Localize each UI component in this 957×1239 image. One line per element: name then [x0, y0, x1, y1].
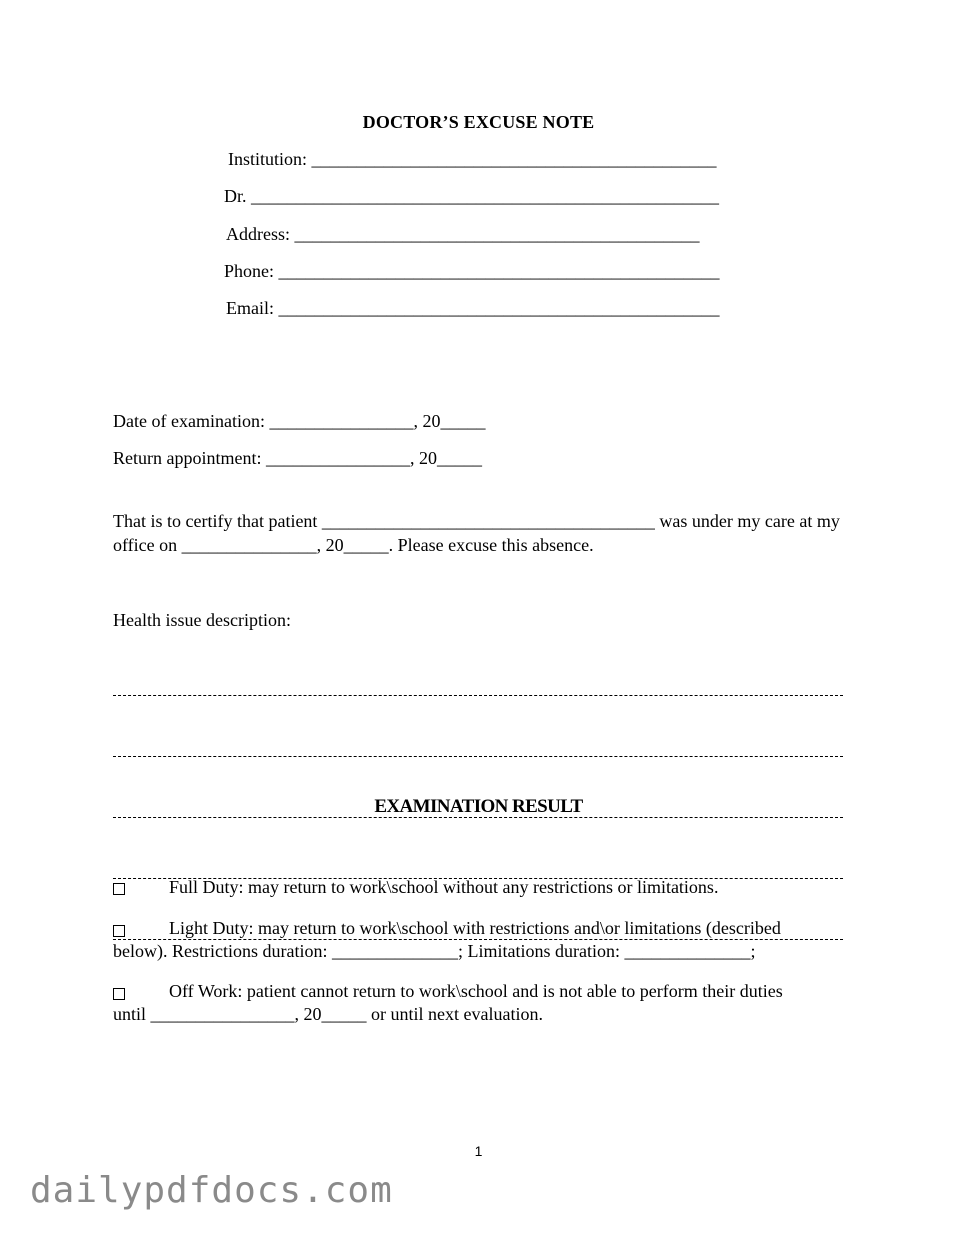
examination-result-title: EXAMINATION RESULT	[374, 796, 583, 817]
off-work-label-2[interactable]: until ________________, 20_____ or until next evaluation.	[113, 1004, 543, 1024]
institution-field[interactable]: Institution: _____________________________________________	[228, 149, 717, 169]
health-issue-label: Health issue description:	[113, 610, 291, 630]
light-duty-checkbox[interactable]	[113, 922, 125, 940]
health-issue-line[interactable]	[113, 678, 843, 703]
checkbox-icon[interactable]	[113, 883, 125, 895]
doctor-field[interactable]: Dr. ____________________________________________________	[224, 186, 719, 206]
document-title: DOCTOR’S EXCUSE NOTE	[362, 112, 595, 132]
return-appointment-field[interactable]: Return appointment: ________________, 20_____	[113, 448, 482, 468]
light-duty-label-2[interactable]: below). Restrictions duration: ______________; Limitations duration: ______________;	[113, 941, 756, 961]
off-work-label-1: Off Work: patient cannot return to work\school and is not able to perform their duties	[169, 981, 783, 1001]
phone-field[interactable]: Phone: _________________________________________________	[224, 261, 720, 281]
examination-date-field[interactable]: Date of examination: ________________, 20_____	[113, 411, 486, 431]
light-duty-label-1: Light Duty: may return to work\school with restrictions and\or limitations (described	[169, 918, 781, 938]
off-work-checkbox[interactable]	[113, 985, 125, 1003]
health-issue-line[interactable]	[113, 739, 843, 764]
full-duty-checkbox[interactable]	[113, 880, 125, 898]
email-field[interactable]: Email: _________________________________________________	[226, 298, 720, 318]
address-field[interactable]: Address: _____________________________________________	[226, 224, 700, 244]
checkbox-icon[interactable]	[113, 988, 125, 1000]
full-duty-label: Full Duty: may return to work\school without any restrictions or limitations.	[169, 877, 719, 897]
certify-line-2: office on _______________, 20_____. Please excuse this absence.	[113, 535, 594, 555]
page-number: 1	[474, 1143, 483, 1159]
watermark: dailypdfdocs.com	[30, 1170, 393, 1211]
certify-line-1: That is to certify that patient _____________________________________ was under my care at my	[113, 511, 840, 531]
checkbox-icon[interactable]	[113, 925, 125, 937]
